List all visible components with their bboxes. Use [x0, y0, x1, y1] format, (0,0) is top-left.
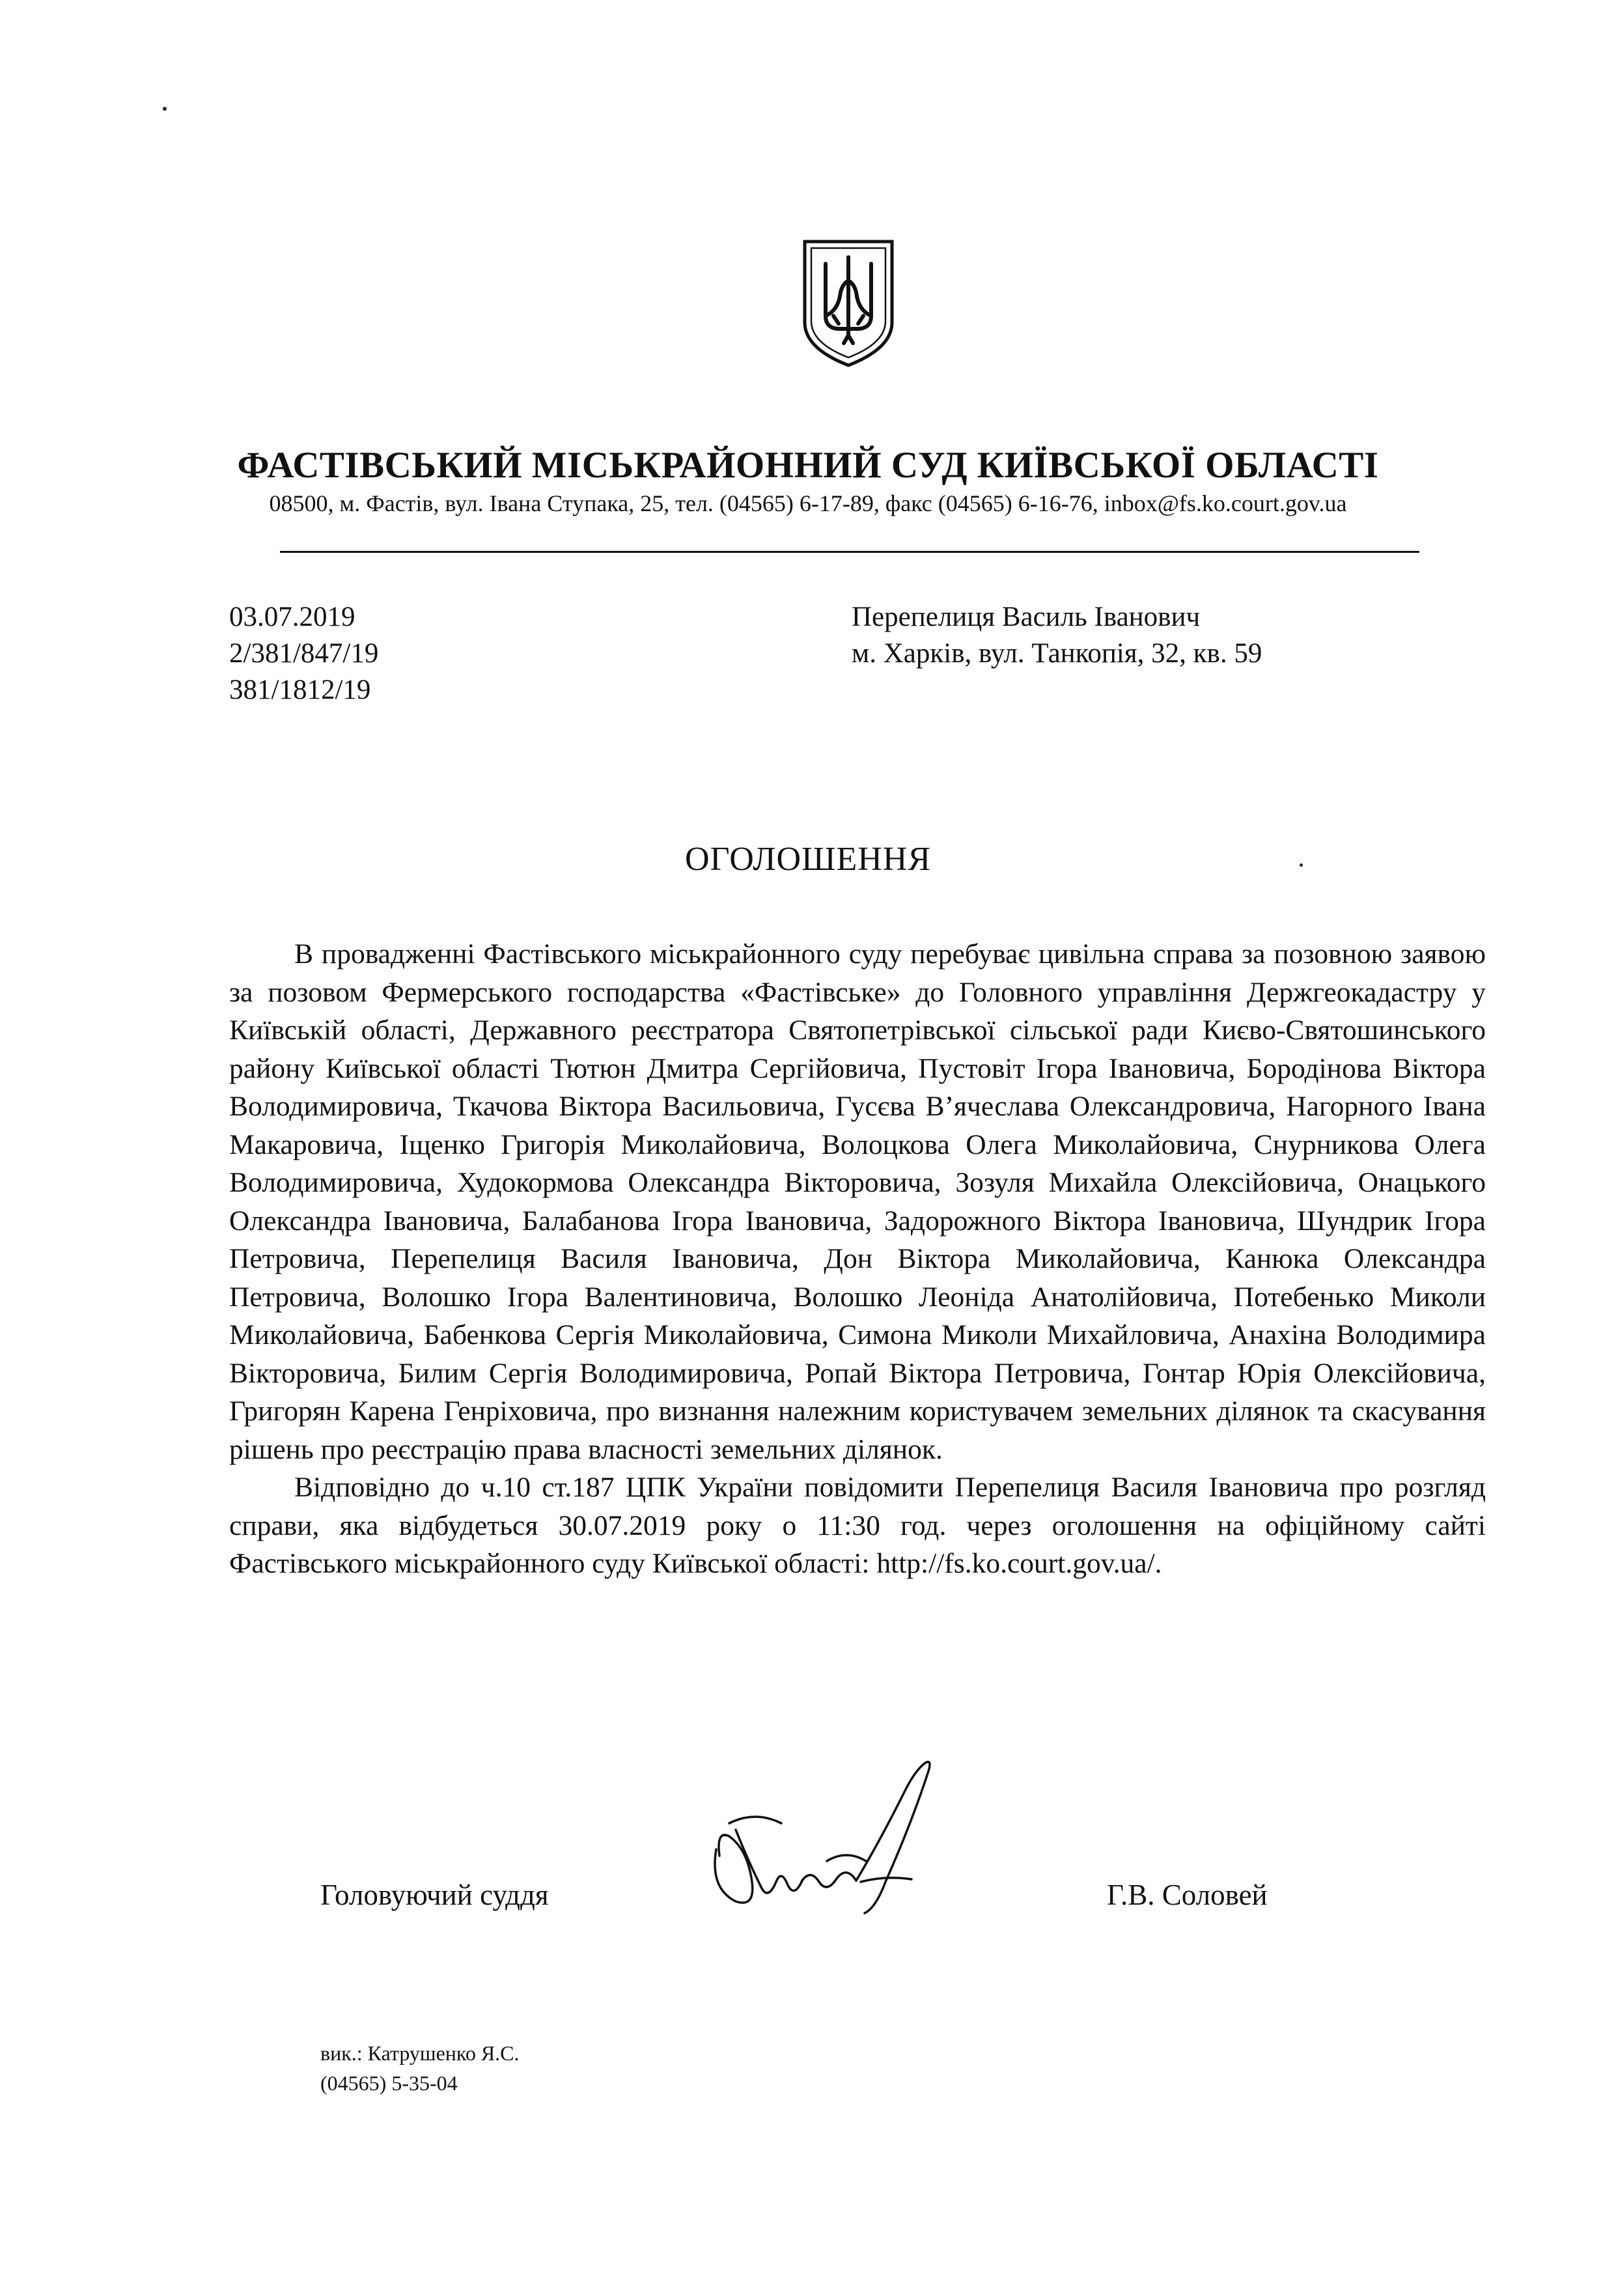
signatory-title: Головуючий суддя	[320, 1879, 549, 1911]
executor-block	[320, 2038, 520, 2098]
recipient-name: Перепелиця Василь Іванович	[852, 602, 1201, 632]
document-title: ОГОЛОШЕННЯ	[684, 841, 932, 878]
proceeding-number: 381/1812/19	[229, 675, 371, 705]
recipient-block	[852, 599, 1262, 672]
trident-coat-of-arms-icon	[800, 238, 897, 368]
body-paragraph-1: В провадженні Фастівського міськрайонного суду перебуває цивільна справа за позовною заявою за позовом Фермерського господарства «Фастівське» до Головного управління Держгеокадастру у Київській області, Державного реєстратора Святопетрівської сільської ради Києво-Святошинського району Київської області Тютюн Дмитра Сергійовича, Пустовіт Ігора Івановича, Бородінова Віктора Володимировича, Ткачова Віктора Васильовича, Гусєва В’ячеслава Олександровича, Нагорного Івана Макаровича, Іщенко Григорія Миколайовича, Волоцкова Олега Миколайовича, Снурникова Олега Володимировича, Худокормова Олександра Вікторовича, Зозуля Михайла Олексійовича, Онацького Олександра Івановича, Балабанова Ігора Івановича, Задорожного Віктора Івановича, Шундрик Ігора Петровича, Перепелиця Василя Івановича, Дон Віктора Миколайовича, Канюка Олександра Петровича, Волошко Ігора Валентиновича, Волошко Леоніда Анатолійовича, Потебенько Миколи Миколайовича, Бабенкова Сергія Миколайовича, Симона Миколи Михайловича, Анахіна Володимира Вікторовича, Билим Сергія Володимировича, Ропай Віктора Петровича, Гонтар Юрія Олексійовича, Григорян Карена Генріховича, про визнання належним користувачем земельних ділянок та скасування рішень про реєстрацію права власності земельних ділянок.	[229, 938, 1486, 1465]
recipient-address: м. Харків, вул. Танкопія, 32, кв. 59	[852, 638, 1262, 669]
body-paragraph-2: Відповідно до ч.10 ст.187 ЦПК України повідомити Перепелиця Василя Івановича про розгляд справи, яка відбудеться 30.07.2019 року о 11:30 год. через оголошення на офіційному сайті Фастівського міськрайонного суду Київської області: http://fs.ko.court.gov.ua/.	[229, 1472, 1486, 1579]
executor-name: вик.: Катрушенко Я.С.	[320, 2041, 520, 2065]
document-date: 03.07.2019	[229, 602, 355, 632]
handwritten-signature	[690, 1752, 964, 1921]
executor-phone: (04565) 5-35-04	[320, 2071, 458, 2095]
court-address: 08500, м. Фастів, вул. Івана Ступака, 25, тел. (04565) 6-17-89, факс (04565) 6-16-76, inbox@fs.ko.court.gov.ua	[269, 490, 1347, 516]
notice-body	[229, 935, 1486, 1583]
judge-name: Г.В. Соловей	[1107, 1879, 1268, 1911]
case-number: 2/381/847/19	[229, 638, 379, 669]
court-name: ФАСТІВСЬКИЙ МІСЬКРАЙОННИЙ СУД КИЇВСЬКОЇ ОБЛАСТІ	[237, 445, 1379, 486]
document-meta	[229, 599, 378, 708]
scan-speck	[163, 107, 167, 111]
header-divider	[280, 551, 1419, 553]
